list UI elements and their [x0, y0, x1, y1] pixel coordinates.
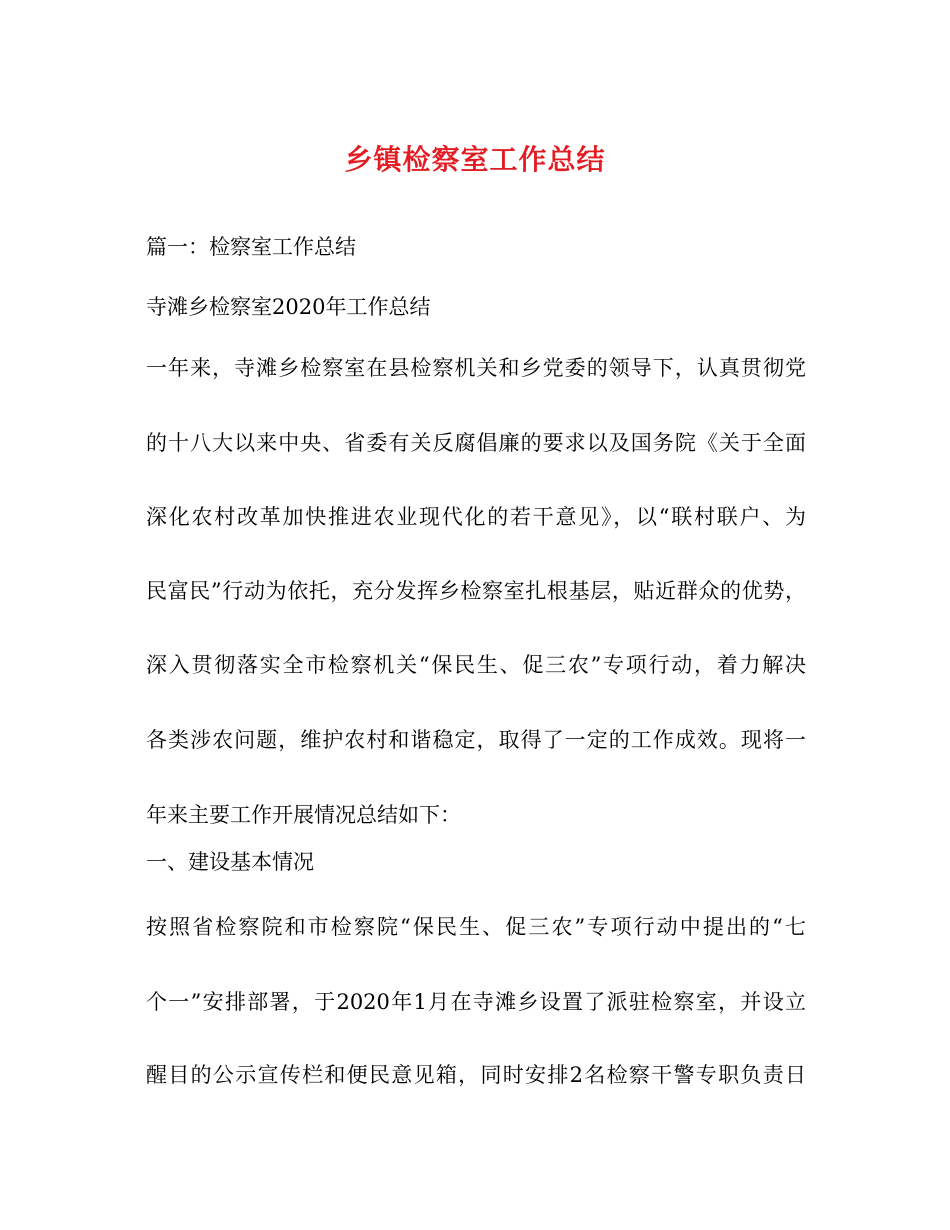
paragraph-line: 深化农村改革加快推进农业现代化的若干意见》，以“联村联户、为 — [146, 505, 806, 529]
document-title: 乡镇检察室工作总结 — [344, 143, 606, 176]
paragraph-line: 民富民”行动为依托，充分发挥乡检察室扎根基层，贴近群众的优势， — [146, 579, 806, 603]
subheading: 寺滩乡检察室2020年工作总结 — [146, 295, 431, 319]
section-heading: 一、建设基本情况 — [146, 850, 314, 874]
paragraph-line: 一年来，寺滩乡检察室在县检察机关和乡党委的领导下，认真贯彻党 — [146, 356, 806, 380]
paragraph-line: 按照省检察院和市检察院“保民生、促三农”专项行动中提出的“七 — [146, 915, 806, 939]
paragraph-line: 醒目的公示宣传栏和便民意见箱，同时安排2名检察干警专职负责日 — [146, 1063, 806, 1087]
paragraph-line: 深入贯彻落实全市检察机关“保民生、促三农”专项行动，着力解决 — [146, 653, 806, 677]
section-heading: 篇一：检察室工作总结 — [146, 235, 356, 259]
paragraph-line: 各类涉农问题，维护农村和谐稳定，取得了一定的工作成效。现将一 — [146, 728, 806, 752]
paragraph-line: 年来主要工作开展情况总结如下： — [146, 803, 461, 827]
paragraph-line: 的十八大以来中央、省委有关反腐倡廉的要求以及国务院《关于全面 — [146, 431, 806, 455]
paragraph-line: 个一”安排部署，于2020年1月在寺滩乡设置了派驻检察室，并设立 — [146, 990, 806, 1014]
